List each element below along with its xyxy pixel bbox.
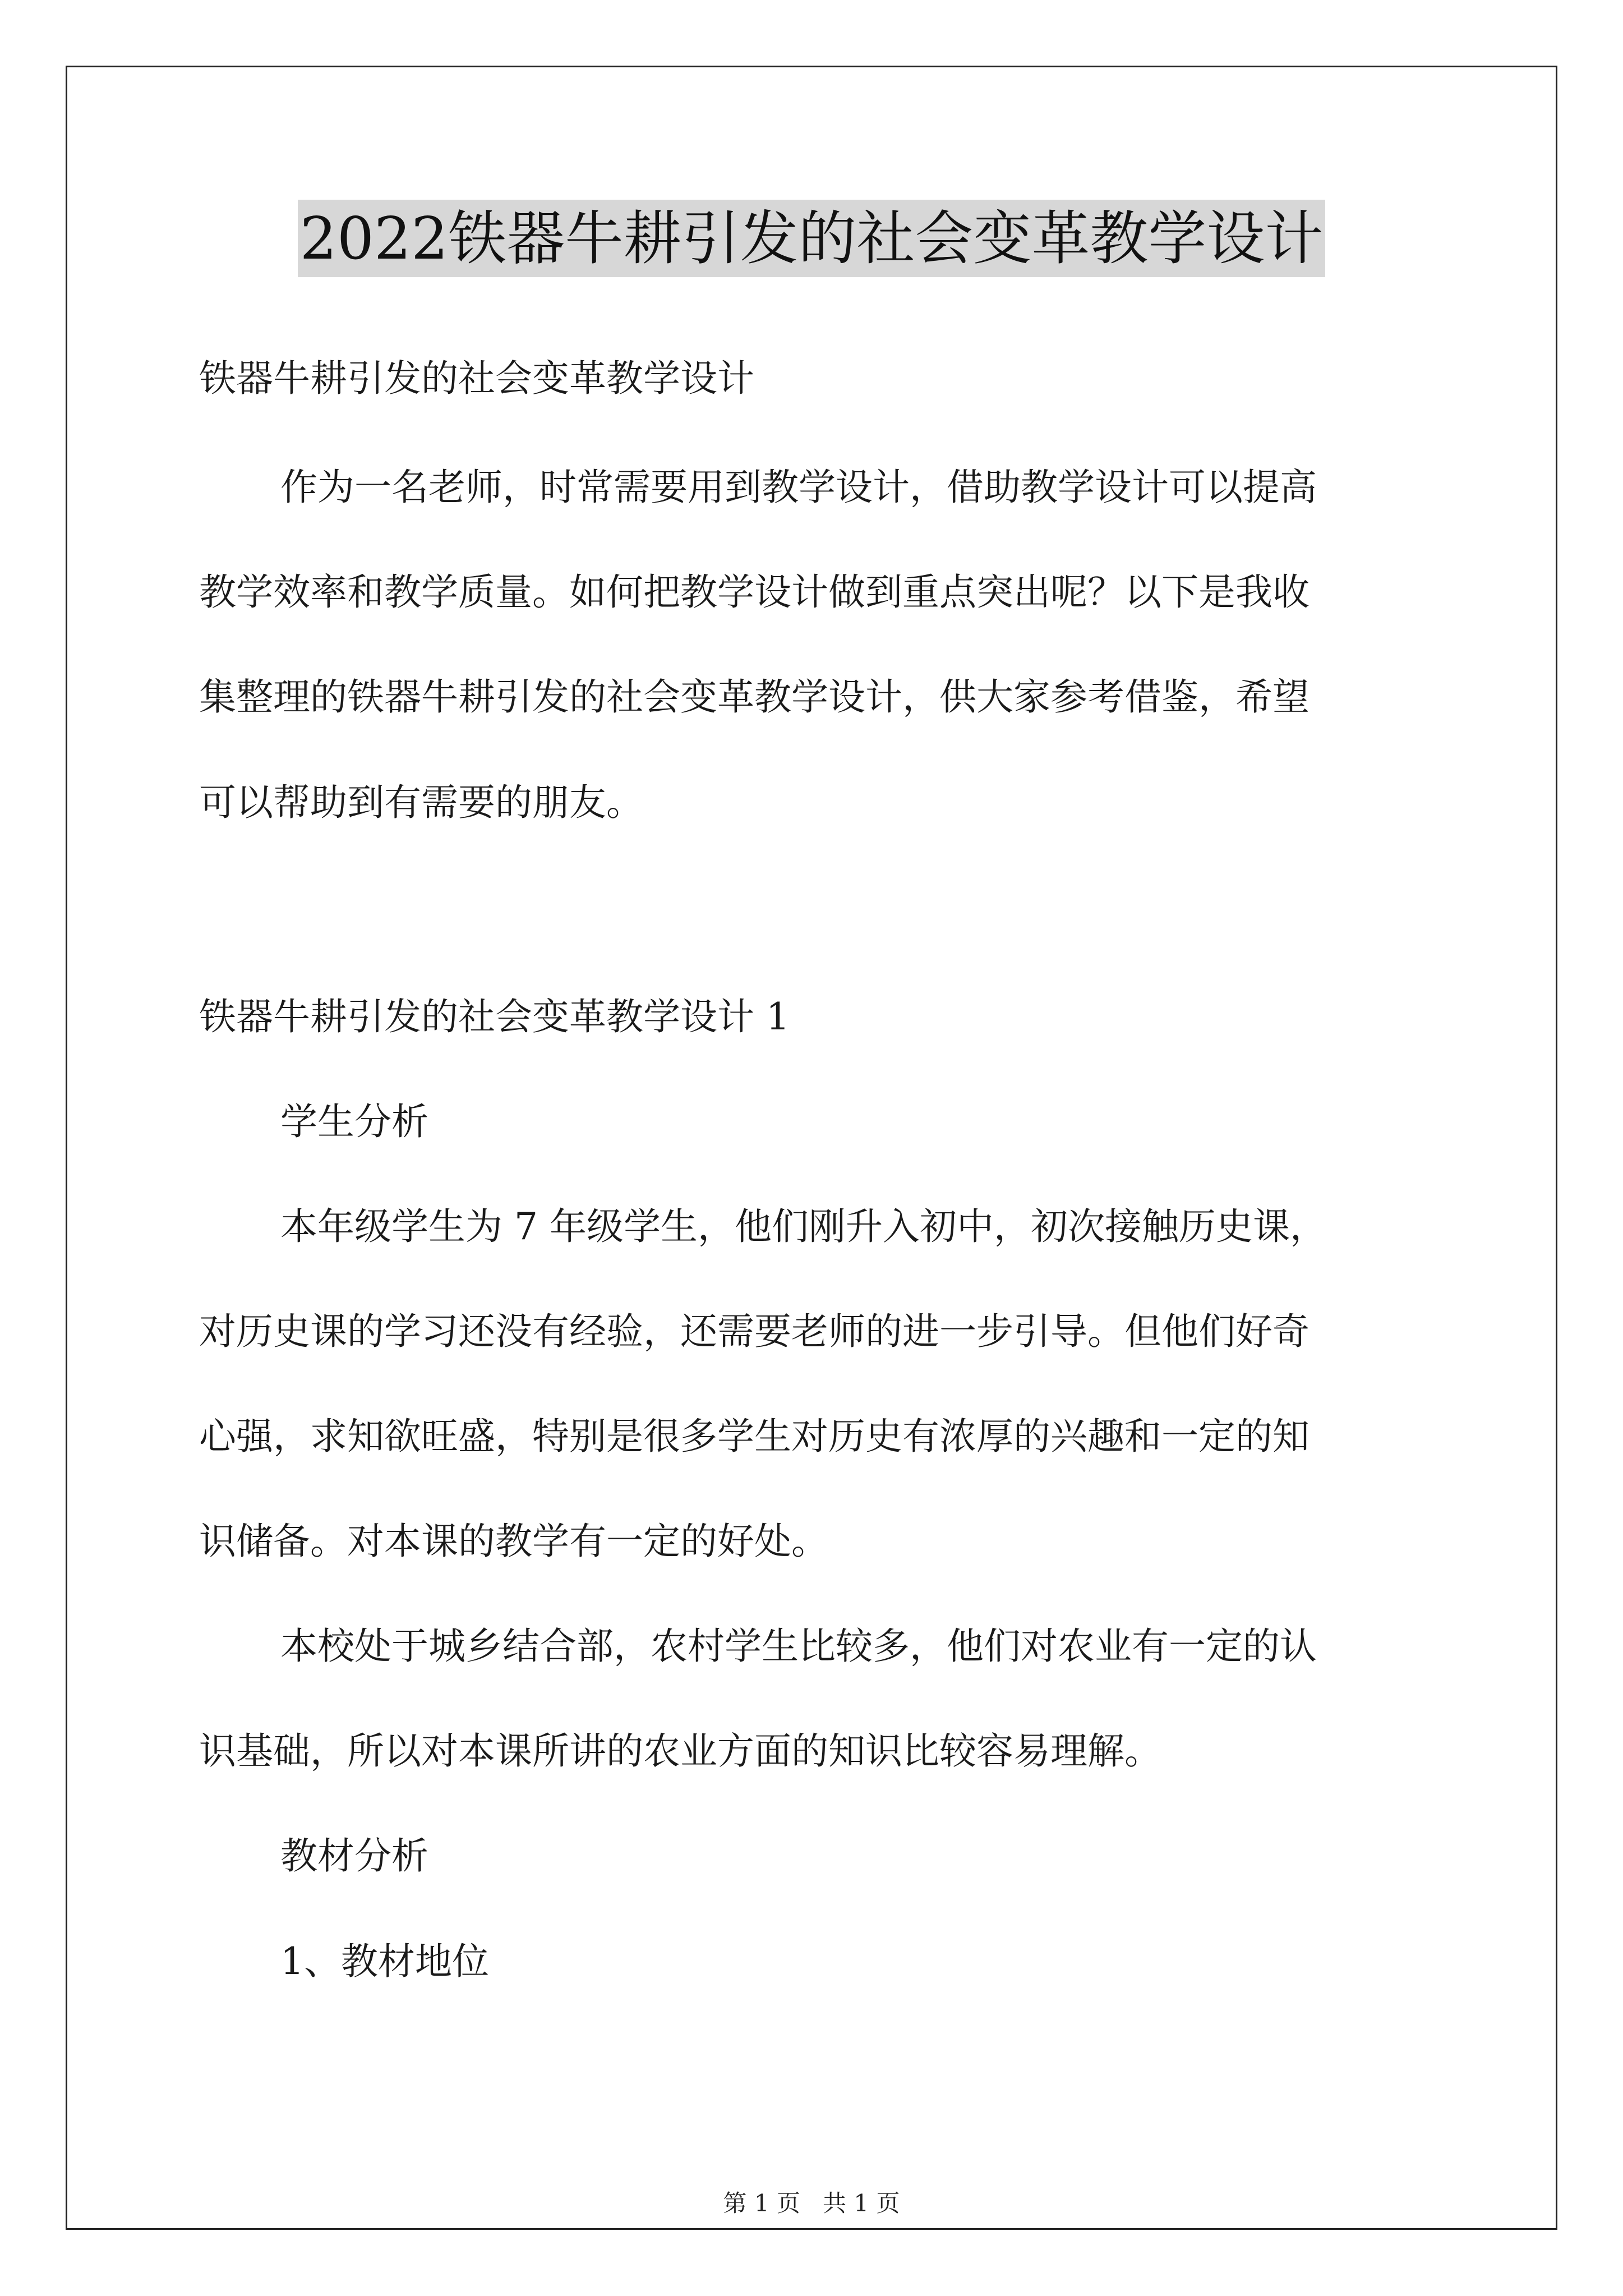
intro-line-1: 作为一名老师，时常需要用到教学设计，借助教学设计可以提高	[280, 466, 1317, 509]
title-container	[0, 200, 1623, 277]
document-subtitle: 铁器牛耕引发的社会变革教学设计	[199, 357, 754, 400]
para2-line-1: 本校处于城乡结合部，农村学生比较多，他们对农业有一定的认	[280, 1625, 1317, 1668]
para1-line-3: 心强，求知欲旺盛，特别是很多学生对历史有浓厚的兴趣和一定的知	[199, 1415, 1310, 1458]
para1-line-1: 本年级学生为 7 年级学生，他们刚升入初中，初次接触历史课，	[280, 1205, 1327, 1248]
intro-line-3: 集整理的铁器牛耕引发的社会变革教学设计，供大家参考借鉴，希望	[199, 675, 1310, 719]
heading-material-position: 1、教材地位	[280, 1940, 489, 1983]
heading-student-analysis: 学生分析	[280, 1100, 428, 1143]
page-footer	[0, 2188, 1623, 2219]
intro-line-4: 可以帮助到有需要的朋友。	[199, 781, 643, 824]
para1-line-2: 对历史课的学习还没有经验，还需要老师的进一步引导。但他们好奇	[199, 1310, 1310, 1353]
page-number-label: 第 1 页 共 1 页	[723, 2189, 900, 2217]
para1-line-4: 识储备。对本课的教学有一定的好处。	[199, 1520, 828, 1563]
intro-line-2: 教学效率和教学质量。如何把教学设计做到重点突出呢？以下是我收	[199, 570, 1310, 614]
document-title: 2022铁器牛耕引发的社会变革教学设计	[298, 200, 1326, 277]
heading-material-analysis: 教材分析	[280, 1834, 428, 1878]
para2-line-2: 识基础，所以对本课所讲的农业方面的知识比较容易理解。	[199, 1729, 1161, 1773]
section-title: 铁器牛耕引发的社会变革教学设计 1	[199, 995, 790, 1038]
